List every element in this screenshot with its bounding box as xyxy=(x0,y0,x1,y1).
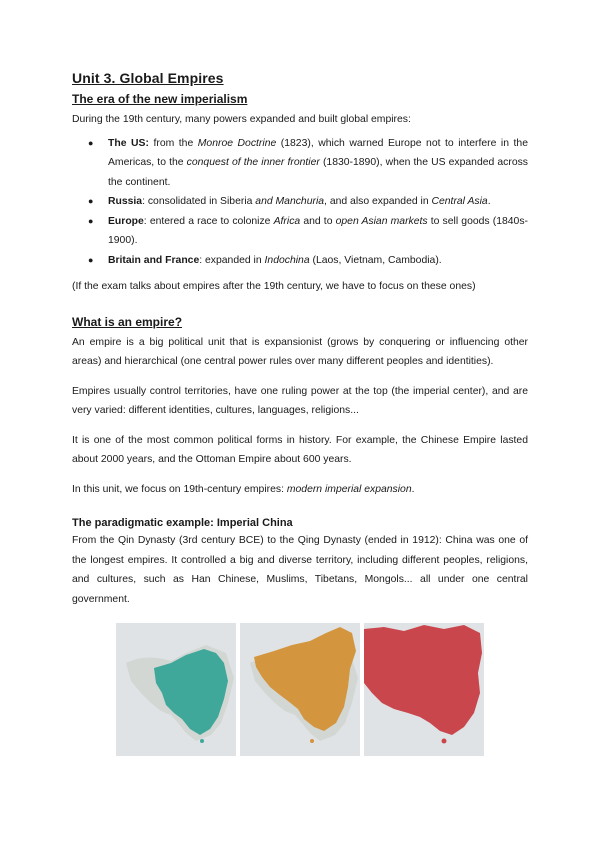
china-maps xyxy=(116,623,484,756)
document-page xyxy=(72,70,528,609)
map-red xyxy=(364,623,484,756)
imperialism-intro: During the 19th century, many powers expanded and built global empires: xyxy=(72,114,411,125)
list-item: ● Europe: entered a race to colonize Africa and to open Asian markets to sell goods (1840s-1900). xyxy=(88,215,528,246)
section-heading-empire: What is an empire? xyxy=(72,314,183,329)
list-item: ● The US: from the Monroe Doctrine (1823), which warned Europe not to interfere in the Americas, to the conquest of the inner frontier (1830-1890), when the US expanded across the continent. xyxy=(88,137,528,188)
empire-characteristics: Empires usually control territories, have one ruling power at the top (the imperial center), and are very varied: different identities, cultures, languages, religions... xyxy=(72,385,528,416)
map-teal xyxy=(116,623,236,756)
list-item: ● Britain and France: expanded in Indochina (Laos, Vietnam, Cambodia). xyxy=(88,254,442,266)
china-paragraph: From the Qin Dynasty (3rd century BCE) to the Qing Dynasty (ended in 1912): China was one of the longest empires. It controlled a big and diverse territory, including different peoples, religions, and cultures, such as Han Chinese, Muslims, Tibetans, Mongols... all under one central government. xyxy=(72,535,528,605)
map-orange xyxy=(240,623,360,756)
imperialism-list xyxy=(72,134,528,271)
list-item: ● Russia: consolidated in Siberia and Manchuria, and also expanded in Central Asia. xyxy=(88,196,491,207)
empire-examples: It is one of the most common political forms in history. For example, the Chinese Empire lasted about 2000 years, and the Ottoman Empire about 600 years. xyxy=(72,434,528,465)
exam-note: (If the exam talks about empires after the 19th century, we have to focus on these ones) xyxy=(72,281,476,292)
empire-definition: An empire is a big political unit that is expansionist (grows by conquering or influencing other areas) and hierarchical (one central power rules over many different peoples and identities). xyxy=(72,336,528,367)
unit-focus: In this unit, we focus on 19th-century empires: modern imperial expansion. xyxy=(72,483,415,495)
section-heading-imperialism: The era of the new imperialism xyxy=(72,92,248,106)
unit-title: Unit 3. Global Empires xyxy=(72,70,224,86)
section-heading-china: The paradigmatic example: Imperial China xyxy=(72,517,293,529)
